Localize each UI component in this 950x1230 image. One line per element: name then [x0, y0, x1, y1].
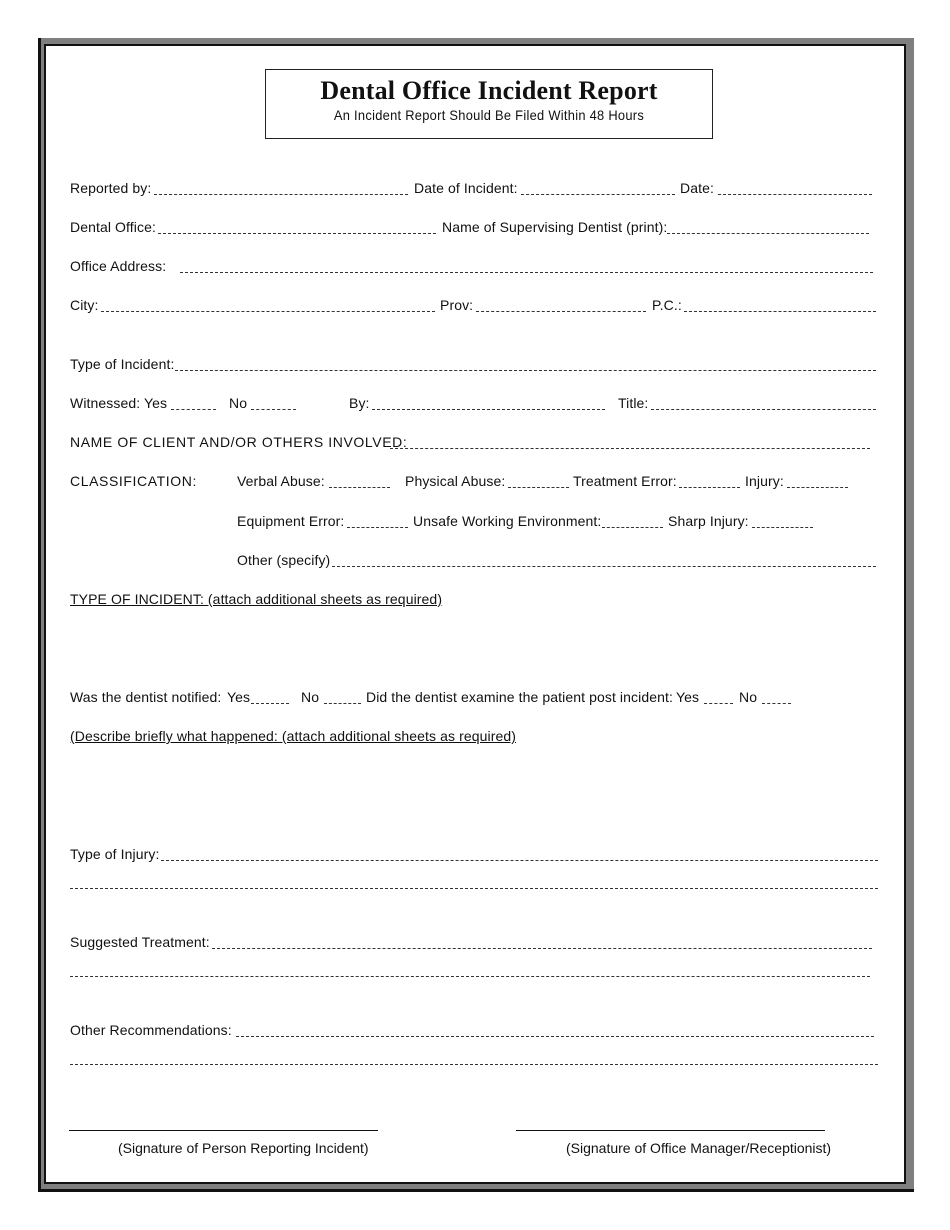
equipment-error-label: Equipment Error:	[237, 513, 345, 529]
suggested-treatment-field[interactable]	[212, 948, 872, 949]
client-involved-label: NAME OF CLIENT AND/OR OTHERS INVOLVED:	[70, 434, 408, 450]
suggested-treatment-field-2[interactable]	[70, 976, 870, 977]
date-field[interactable]	[718, 194, 872, 195]
title-field[interactable]	[651, 409, 876, 410]
form-subtitle: An Incident Report Should Be Filed Within 48 Hours	[333, 107, 645, 123]
form-title: Dental Office Incident Report	[320, 76, 658, 105]
other-recommendations-field[interactable]	[236, 1036, 874, 1037]
type-of-incident-field[interactable]	[175, 370, 876, 371]
verbal-abuse-field[interactable]	[329, 487, 390, 488]
reported-by-label: Reported by:	[70, 180, 152, 196]
other-recommendations-label: Other Recommendations:	[70, 1022, 232, 1038]
title-label: Title:	[618, 395, 649, 411]
office-address-field[interactable]	[180, 272, 873, 273]
date-label: Date:	[680, 180, 714, 196]
sharp-injury-label: Sharp Injury:	[668, 513, 749, 529]
pc-field[interactable]	[684, 311, 876, 312]
dentist-notified-label: Was the dentist notified:	[70, 689, 222, 705]
dentist-examine-label: Did the dentist examine the patient post incident:	[366, 689, 673, 705]
injury-field[interactable]	[787, 487, 848, 488]
witnessed-no-field[interactable]	[251, 409, 296, 410]
examine-no-field[interactable]	[762, 703, 791, 704]
city-label: City:	[70, 297, 99, 313]
dental-office-label: Dental Office:	[70, 219, 156, 235]
city-field[interactable]	[101, 311, 435, 312]
physical-abuse-label: Physical Abuse:	[405, 473, 506, 489]
type-of-injury-label: Type of Injury:	[70, 846, 160, 862]
by-label: By:	[349, 395, 370, 411]
form-sheet	[44, 44, 906, 1184]
unsafe-env-label: Unsafe Working Environment:	[413, 513, 602, 529]
describe-heading: (Describe briefly what happened: (attach additional sheets as required)	[70, 728, 517, 744]
sharp-injury-field[interactable]	[752, 527, 813, 528]
office-address-label: Office Address:	[70, 258, 167, 274]
by-field[interactable]	[372, 409, 605, 410]
examine-yes-label: Yes	[676, 689, 700, 705]
witnessed-no-label: No	[229, 395, 248, 411]
physical-abuse-field[interactable]	[508, 487, 569, 488]
signature-caption-reporter: (Signature of Person Reporting Incident)	[118, 1140, 369, 1156]
supervising-dentist-label: Name of Supervising Dentist (print):	[442, 219, 668, 235]
notified-no-field[interactable]	[324, 703, 361, 704]
other-recommendations-field-2[interactable]	[70, 1064, 878, 1065]
reported-by-field[interactable]	[154, 194, 408, 195]
equipment-error-field[interactable]	[347, 527, 408, 528]
pc-label: P.C.:	[652, 297, 682, 313]
incident-attach-heading: TYPE OF INCIDENT: (attach additional sheets as required)	[70, 591, 443, 607]
notified-yes-field[interactable]	[251, 703, 289, 704]
unsafe-env-field[interactable]	[602, 527, 663, 528]
examine-no-label: No	[739, 689, 758, 705]
title-box	[265, 69, 713, 139]
injury-label: Injury:	[745, 473, 784, 489]
client-involved-field[interactable]	[390, 448, 870, 449]
type-of-incident-label: Type of Incident:	[70, 356, 175, 372]
prov-field[interactable]	[476, 311, 646, 312]
signature-caption-manager: (Signature of Office Manager/Receptionist)	[566, 1140, 832, 1156]
supervising-dentist-field[interactable]	[667, 233, 869, 234]
type-of-injury-field[interactable]	[161, 860, 878, 861]
other-specify-field[interactable]	[332, 566, 876, 567]
witnessed-yes-label: Witnessed: Yes	[70, 395, 168, 411]
treatment-error-label: Treatment Error:	[573, 473, 677, 489]
examine-yes-field[interactable]	[704, 703, 733, 704]
notified-yes-label: Yes	[227, 689, 251, 705]
verbal-abuse-label: Verbal Abuse:	[237, 473, 325, 489]
suggested-treatment-label: Suggested Treatment:	[70, 934, 210, 950]
classification-label: CLASSIFICATION:	[70, 473, 197, 489]
date-of-incident-label: Date of Incident:	[414, 180, 518, 196]
prov-label: Prov:	[440, 297, 474, 313]
signature-line-manager[interactable]	[516, 1130, 825, 1131]
witnessed-yes-field[interactable]	[171, 409, 216, 410]
notified-no-label: No	[301, 689, 320, 705]
treatment-error-field[interactable]	[679, 487, 740, 488]
dental-office-field[interactable]	[158, 233, 436, 234]
type-of-injury-field-2[interactable]	[70, 888, 878, 889]
other-specify-label: Other (specify)	[237, 552, 331, 568]
date-of-incident-field[interactable]	[521, 194, 675, 195]
signature-line-reporter[interactable]	[69, 1130, 378, 1131]
